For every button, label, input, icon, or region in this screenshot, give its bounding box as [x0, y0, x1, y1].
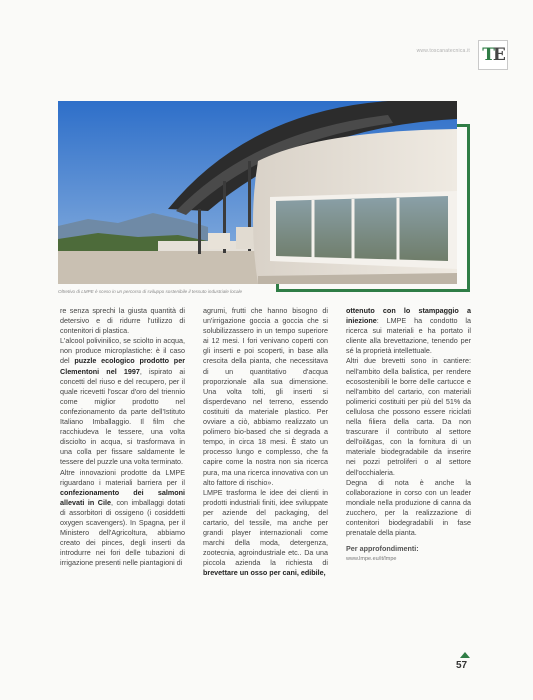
bold-phrase: confezionamento dei salmoni allevati in Cile — [60, 487, 185, 507]
article-column-2 — [203, 306, 328, 579]
paragraph: Degna di nota è anche la collaborazione in corso con un leader mondiale nella produzione di canna da zucchero, per la realizzazione di contenitori biodegradabili in fase prenatale della pianta. — [346, 477, 471, 538]
paragraph: LMPE trasforma le idee dei clienti in prodotti industriali finiti, idee sviluppate per aziende del packaging, del cartario, del tessile, ma anche per grandi player internazionali come marchi della moda, detergenza, zootecnia, agroindustriale etc.. Da una piccola azienda la richiesta di brevettare un osso per cani, edibile, — [203, 487, 328, 578]
article-column-3 — [346, 306, 471, 564]
bold-phrase: brevettare un osso per cani, edibile, — [203, 568, 326, 578]
paragraph: agrumi, frutti che hanno bisogno di un'irrigazione goccia a goccia che si solubilizzassero in un tempo superiore ai 12 mesi. I fori venivano coperti con gli inserti e poi scoperti, in base alla crescita della pianta, che necessitava di un quantitativo d'acqua proporzionale alla sua dimensione. Una volta tolti, gli inserti si disperdevano nel terreno, essendo costituiti da materiale plastico. Per ovviare a ciò, abbiamo realizzato un polimero bio-based che si degrada a tempo, in circa 18 mesi. È stato un processo lungo e complesso, che fa capire come la nostra non sia ricerca pura, ma una ricerca innovativa con un alto fattore di rischio». — [203, 306, 328, 487]
wall-block — [208, 233, 230, 249]
article-body — [60, 306, 475, 646]
building-photo — [58, 101, 457, 284]
more-info-title: Per approfondimenti: — [346, 544, 419, 554]
page-number: 57 — [456, 660, 468, 671]
column — [198, 209, 201, 254]
paragraph: re senza sprechi la giusta quantità di detersivo e di ridurre l'utilizzo di contenitori di plastica. — [60, 306, 185, 336]
paragraph: Altre innovazioni prodotte da LMPE riguardano i materiali barriera per il confezionamento dei salmoni allevati in Cile, con imballaggi dotati di assorbitori di ossigeno (i cosiddetti oxygen scavengers). In Spagna, per il Ministero dell'Agricoltura, abbiamo creato dei pinces, degli inserti da introdurre nei fori delle tubazioni di irrigazione presenti nelle piantagioni di — [60, 467, 185, 568]
bold-phrase: puzzle ecologico prodotto per Clementoni nel 1997 — [60, 356, 185, 376]
page-marker-icon — [460, 652, 470, 658]
paragraph: L'alcool polivinilico, se sciolto in acqua, non produce microplastiche: è il caso del puzzle ecologico prodotto per Clementoni nel 1997, ispirato ai concetti del riuso e del recupero, per il quale ricevetti l'oscar d'oro del triennio come miglior prodotto nel confezionamento da parte dell'Istituto Italiano Imballaggio. Il film che racchiudeva le tessere, una volta disciolto in acqua, si trasformava in una colla per fissare saldamente le tessere del puzzle una volta terminato. — [60, 336, 185, 467]
paragraph: Altri due brevetti sono in cantiere: nell'ambito della balistica, per rendere ecosostenibili le borre delle cartucce e nell'ambito del cartario, con materiali polimerici costituiti per più del 51% da cellulosa che possono essere riciclati nella filiera della carta. Da non trascurare il contributo al settore dell'oil&gas, con la fornitura di un materiale biodegradabile da inserire nei pozzi petroliferi o al settore dell'occhialeria. — [346, 356, 471, 477]
building-photo-illustration — [58, 101, 457, 284]
paragraph: ottenuto con lo stampaggio a iniezione: LMPE ha condotto la ricerca sui materiali e ha portato il cliente alla brevettazione, tenendo per sé la proprietà intellettuale. — [346, 306, 471, 356]
more-info-link[interactable]: www.lmpe.eu/it/lmpe — [346, 556, 397, 563]
magazine-logo: T E — [478, 40, 508, 70]
article-column-1 — [60, 306, 185, 568]
bold-phrase: ottenuto con lo stampaggio a iniezione — [346, 306, 471, 326]
header-url[interactable]: www.toscanatecnica.it — [416, 48, 470, 54]
photo-caption: Oltretivo di LMPE è sceso in un percorso di sviluppo sostenibile il tessuto industriale locale — [58, 289, 243, 294]
glass — [276, 196, 448, 261]
